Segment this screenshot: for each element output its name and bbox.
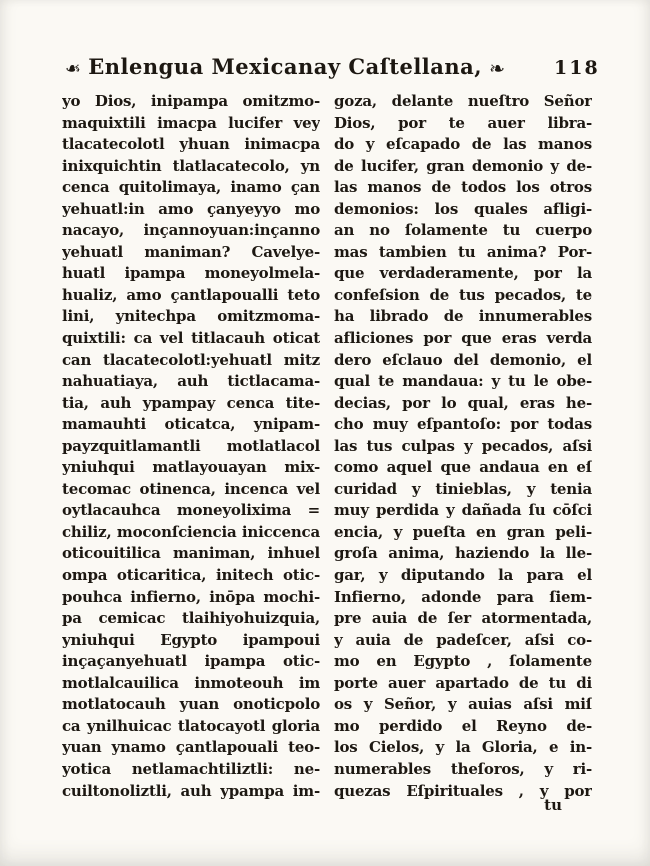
text-line: payzquitlamantli motlatlacol [62,436,320,455]
running-head [60,54,598,88]
column-castellano [334,92,592,803]
text-line: pa cemicac tlaihiyohuizquia, [62,609,320,628]
text-line: cenca quitolimaya, inamo çan [62,178,320,197]
text-line: curidad y tinieblas, y tenia [334,479,592,498]
text-line: os y Señor, y auias aſsi miſ [334,695,592,714]
text-line: do y eſcapado de las manos [334,135,592,154]
text-line: tia, auh ypampay cenca tite- [62,393,320,412]
text-line: los Cielos, y la Gloria, e in- [334,738,592,757]
text-line: y auia de padeſcer, aſsi co- [334,630,592,649]
text-line: yniuhqui matlayouayan mix- [62,458,320,477]
text-line: can tlacatecolotl:yehuatl mitz [62,350,320,369]
text-line: mas tambien tu anima? Por- [334,242,592,261]
fleuron-right-icon: ❧ [489,58,505,80]
text-line: pouhca infierno, inōpa mochi- [62,587,320,606]
text-line: motlatocauh yuan onoticpolo [62,695,320,714]
text-line: mo en Egypto , ſolamente [334,652,592,671]
text-line: ca ynilhuicac tlatocayotl gloria [62,716,320,735]
text-line: oytlacauhca moneyolixima = [62,501,320,520]
text-line: chiliz, moconſciencia iniccenca [62,522,320,541]
text-line: decias, por lo qual, eras he- [334,393,592,412]
text-line: Infierno, adonde para ſiem- [334,587,592,606]
text-line: cho muy eſpantoſo: por todas [334,415,592,434]
text-line: que verdaderamente, por la [334,264,592,283]
text-line: motlalcauilica inmoteouh im [62,673,320,692]
text-line: inixquichtin tlatlacatecolo, yn [62,156,320,175]
text-line: goza, delante nueſtro Señor [334,92,592,110]
text-line: nahuatiaya, auh tictlacama- [62,372,320,391]
text-line: yuan ynamo çantlapouali teo- [62,738,320,757]
text-line: yehuatl:in amo çanyeyyo mo [62,199,320,218]
text-line: afliciones por que eras verda [334,329,592,348]
text-line: como aquel que andaua en eſ [334,458,592,477]
text-line: maquixtili imacpa lucifer vey [62,113,320,132]
text-line: yehuatl maniman? Cavelye- [62,242,320,261]
text-line: nacayo, inçannoyuan:inçanno [62,221,320,240]
text-line: muy perdida y dañada ſu cōſci [334,501,592,520]
text-line: oticouitilica maniman, inhuel [62,544,320,563]
text-line: lini, ynitechpa omitzmoma- [62,307,320,326]
text-line: yo Dios, inipampa omitzmo- [62,92,320,110]
text-line: porte auer apartado de tu di [334,673,592,692]
text-line: hualiz, amo çantlapoualli teto [62,285,320,304]
column-nahuatl [62,92,320,803]
text-line: yotica netlamachtiliztli: ne- [62,759,320,778]
text-line: tecomac otinenca, incenca vel [62,479,320,498]
running-title: Enlengua Mexicanay Caſtellana, [88,54,483,79]
text-line: las manos de todos los otros [334,178,592,197]
text-line: tlacatecolotl yhuan inimacpa [62,135,320,154]
text-line: encia, y pueſta en gran peli- [334,522,592,541]
text-line: yniuhqui Egypto ipampoui [62,630,320,649]
catchword: tu [544,796,562,814]
text-line: quixtili: ca vel titlacauh oticat [62,329,320,348]
text-line: quezas Eſpirituales , y por [334,781,592,800]
text-line: gar, y diputando la para el [334,566,592,585]
text-line: Dios, por te auer libra- [334,113,592,132]
text-line: las tus culpas y pecados, aſsi [334,436,592,455]
text-line: qual te mandaua: y tu le obe- [334,372,592,391]
text-line: demonios: los quales afligi- [334,199,592,218]
fleuron-left-icon: ❧ [65,58,82,80]
page-number: 118 [554,57,600,79]
text-line: confeſsion de tus pecados, te [334,285,592,304]
text-line: dero eſclauo del demonio, el [334,350,592,369]
text-line: ompa oticaritica, initech otic- [62,566,320,585]
text-line: inçaçanyehuatl ipampa otic- [62,652,320,671]
text-line: an no ſolamente tu cuerpo [334,221,592,240]
text-block [62,92,592,803]
text-line: numerables theſoros, y ri- [334,759,592,778]
text-line: mo perdido el Reyno de- [334,716,592,735]
text-line: cuiltonoliztli, auh ypampa im- [62,781,320,800]
text-line: ha librado de innumerables [334,307,592,326]
text-line: groſa anima, haziendo la lle- [334,544,592,563]
text-line: de lucifer, gran demonio y de- [334,156,592,175]
text-line: huatl ipampa moneyolmela- [62,264,320,283]
text-line: pre auia de ſer atormentada, [334,609,592,628]
text-line: mamauhti oticatca, ynipam- [62,415,320,434]
